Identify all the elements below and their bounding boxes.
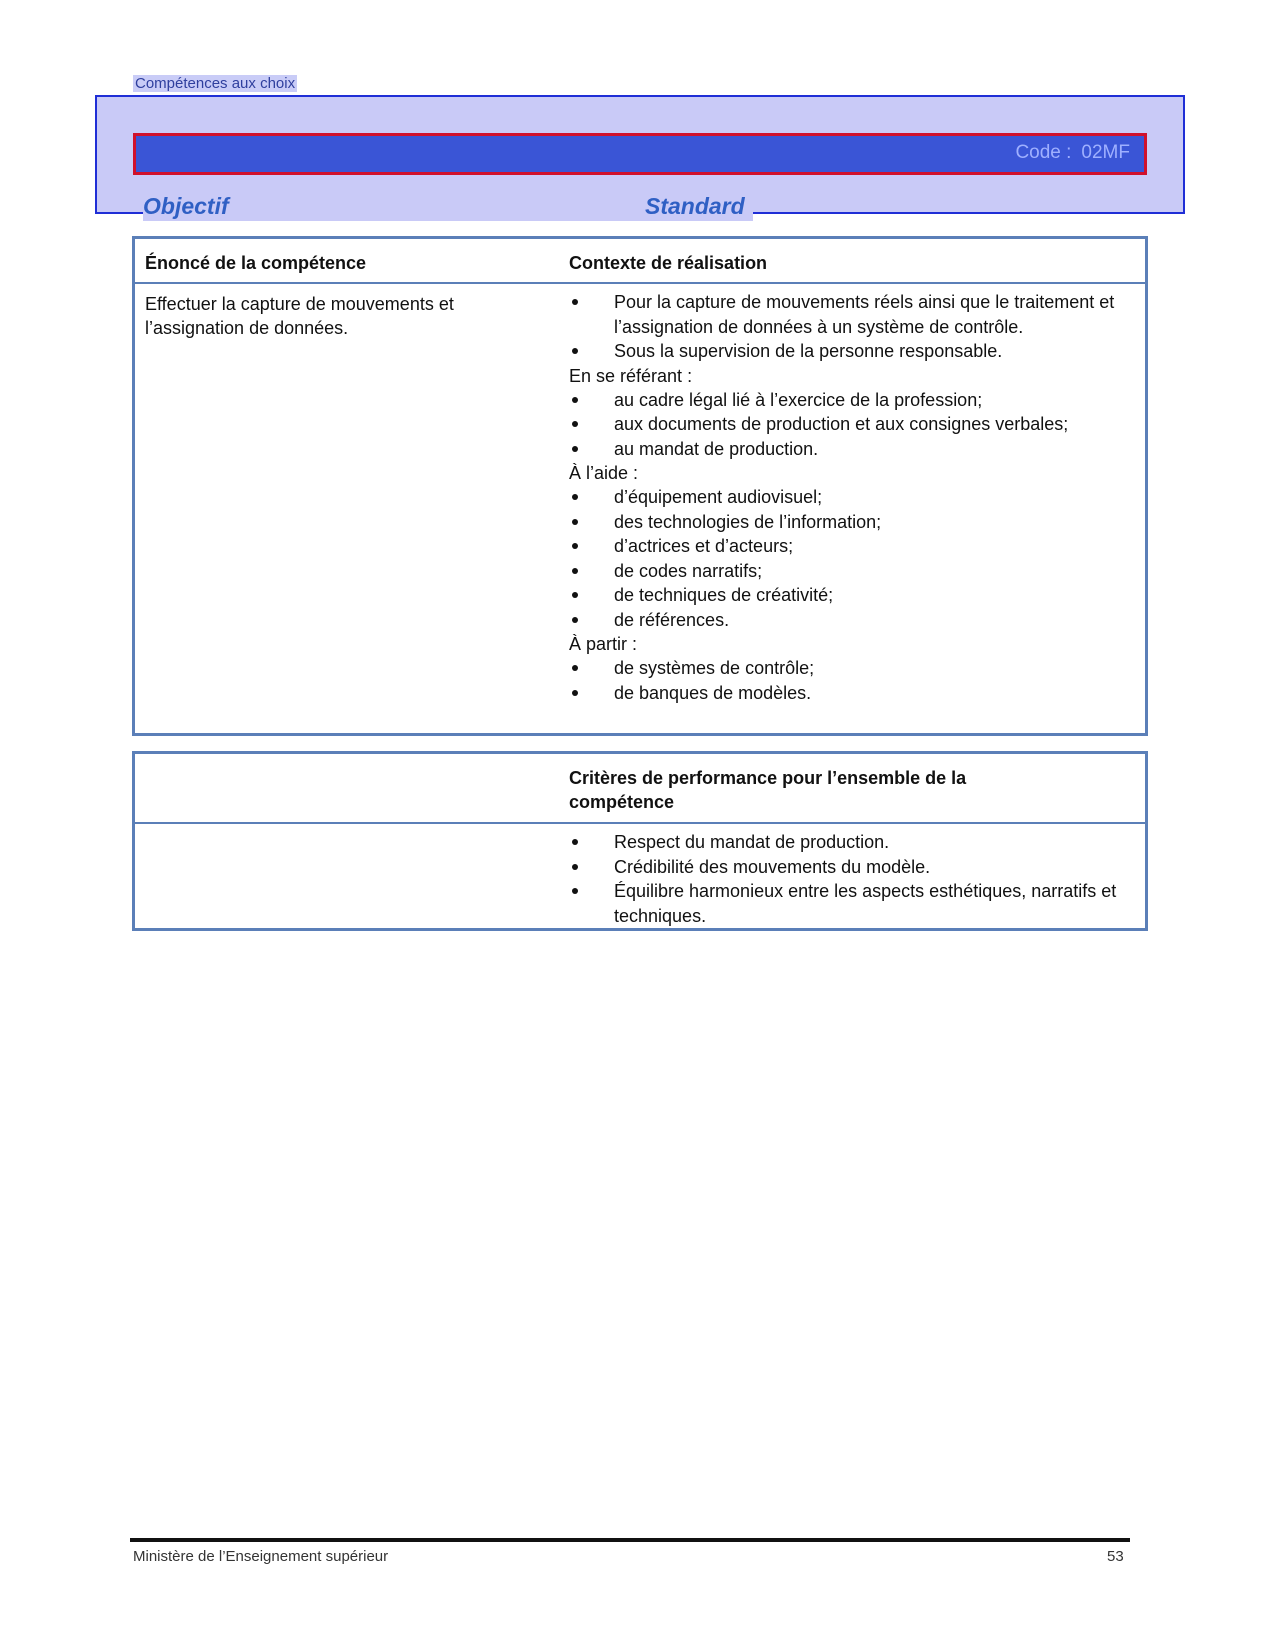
context-item [569,510,1139,535]
context-item [569,290,1139,339]
bullet-icon [572,421,578,427]
context-group [569,388,1139,462]
context-item [569,339,1139,364]
bullet-icon [572,494,578,500]
bullet-icon [572,397,578,403]
context-item [569,412,1139,437]
context-group [569,656,1139,705]
context-list [569,290,1139,705]
context-intro: En se référant : [569,365,693,386]
context-item-text: au mandat de production. [614,438,819,459]
section-label: Compétences aux choix [135,75,296,92]
criteria-item [569,830,1139,855]
code-value: 02MF [1081,142,1130,163]
context-item-text: des technologies de l’information; [614,511,882,532]
page-number: 53 [1107,1548,1124,1565]
context-item-text: aux documents de production et aux consignes verbales; [614,414,1069,434]
context-item [569,608,1139,633]
context-intro: À partir : [569,634,638,654]
statement-header: Énoncé de la compétence [145,253,367,273]
criteria-list [569,830,1139,928]
context-item-text: au cadre légal lié à l’exercice de la profession; [614,389,983,410]
footer-rule [130,1538,1130,1542]
bullet-icon [572,690,578,696]
competency-table-header [135,239,1145,284]
criteria-table-header [135,754,1145,824]
context-item [569,681,1139,706]
context-item-text: de codes narratifs; [614,560,763,581]
bullet-icon [572,568,578,574]
bullet-icon [572,446,578,452]
footer-ministry: Ministère de l’Enseignement supérieur [133,1548,389,1565]
context-item-text: Sous la supervision de la personne responsable. [614,341,1003,361]
objective-title: Objectif [143,193,229,219]
context-group [569,290,1139,364]
context-item-text: de banques de modèles. [614,682,812,703]
criteria-item-text: Équilibre harmonieux entre les aspects esthétiques, narratifs et techniques. [614,881,1117,926]
criteria-table [132,751,1148,931]
context-item-text: d’équipement audiovisuel; [614,487,823,507]
context-group [569,485,1139,632]
bullet-icon [572,617,578,623]
context-item [569,656,1139,681]
criteria-item [569,879,1139,928]
criteria-item [569,855,1139,880]
bullet-icon [572,348,578,354]
bullet-icon [572,864,578,870]
context-intro: À l’aide : [569,463,639,483]
context-item [569,388,1139,413]
bullet-icon [572,519,578,525]
bullet-icon [572,839,578,845]
standard-title: Standard [645,193,745,219]
bullet-icon [572,665,578,671]
context-item [569,583,1139,608]
context-item [569,437,1139,462]
context-item-text: de références. [614,609,730,630]
context-item-text: Pour la capture de mouvements réels ainsi que le traitement et l’assignation de données à un système de contrôle. [614,292,1115,337]
context-item-text: de systèmes de contrôle; [614,658,815,678]
bullet-icon [572,299,578,305]
criteria-item-text: Crédibilité des mouvements du modèle. [614,856,931,877]
competency-statement: Effectuer la capture de mouvements et l’assignation de données. [145,294,454,338]
bullet-icon [572,888,578,894]
bullet-icon [572,543,578,549]
code-bar [133,133,1147,175]
criteria-header: Critères de performance pour l’ensemble de la compétence [569,768,967,812]
context-header: Contexte de réalisation [569,253,768,273]
bullet-icon [572,592,578,598]
context-item [569,534,1139,559]
context-item-text: d’actrices et d’acteurs; [614,536,794,556]
code-label: Code : [1015,142,1072,163]
context-item-text: de techniques de créativité; [614,585,834,605]
competency-table [132,236,1148,736]
context-item [569,485,1139,510]
criteria-item-text: Respect du mandat de production. [614,832,890,852]
context-item [569,559,1139,584]
